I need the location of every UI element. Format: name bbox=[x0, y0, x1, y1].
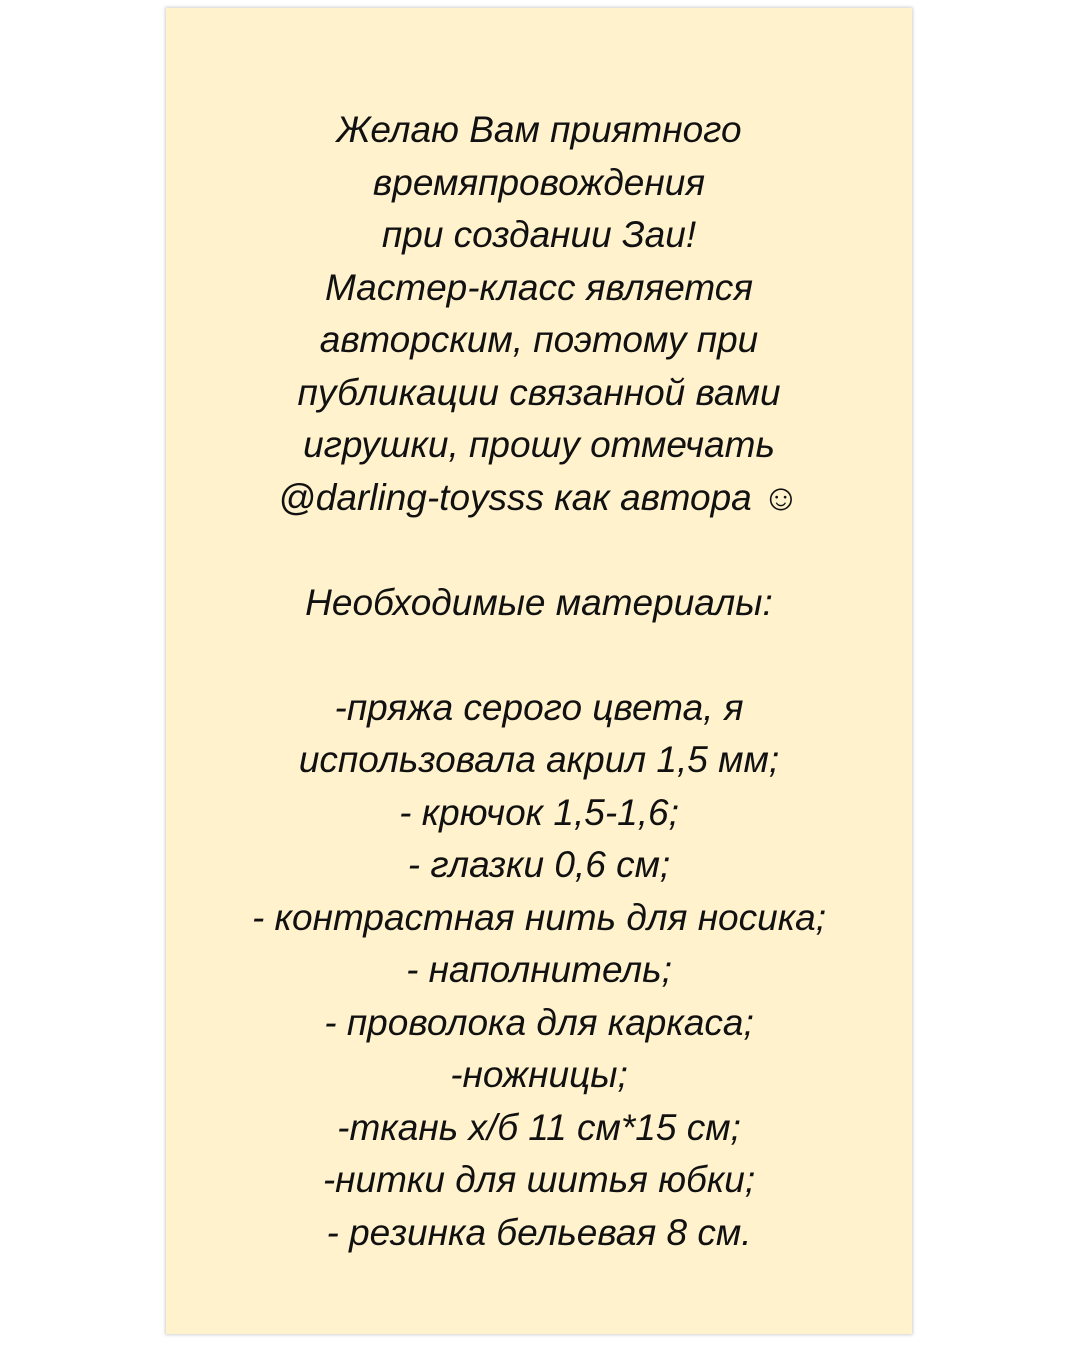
spacer bbox=[166, 629, 912, 682]
materials-item: - резинка бельевая 8 см. bbox=[326, 1211, 752, 1253]
intro-line: при создании Заи! bbox=[381, 214, 697, 255]
materials-item: - контрастная нить для носика; bbox=[251, 896, 827, 938]
materials-item: -нитки для шитья юбки; bbox=[322, 1159, 756, 1200]
intro-line: Желаю Вам приятного bbox=[336, 109, 742, 150]
intro-line: игрушки, прошу отмечать bbox=[303, 424, 775, 465]
materials-item: -пряжа серого цвета, я bbox=[334, 686, 744, 728]
materials-item: -ткань х/б 11 см*15 см; bbox=[337, 1106, 741, 1148]
intro-line: Мастер-класс является bbox=[324, 266, 754, 308]
note-card bbox=[166, 8, 912, 1334]
materials-item: - наполнитель; bbox=[406, 949, 672, 990]
materials-heading: Необходимые материалы: bbox=[305, 581, 773, 623]
author-credit-line: @darling-toysss как автора ☺ bbox=[278, 476, 800, 518]
intro-line: публикации связанной вами bbox=[297, 371, 781, 413]
materials-item: -ножницы; bbox=[450, 1054, 628, 1095]
intro-line: авторским, поэтому при bbox=[319, 319, 759, 360]
materials-item: - глазки 0,6 см; bbox=[407, 844, 671, 885]
spacer bbox=[166, 524, 912, 577]
note-text bbox=[166, 104, 912, 1259]
intro-line: времяпровождения bbox=[372, 161, 706, 203]
materials-item: - проволока для каркаса; bbox=[324, 1001, 754, 1043]
materials-item: использовала акрил 1,5 мм; bbox=[298, 739, 780, 780]
materials-item: - крючок 1,5-1,6; bbox=[399, 791, 679, 833]
